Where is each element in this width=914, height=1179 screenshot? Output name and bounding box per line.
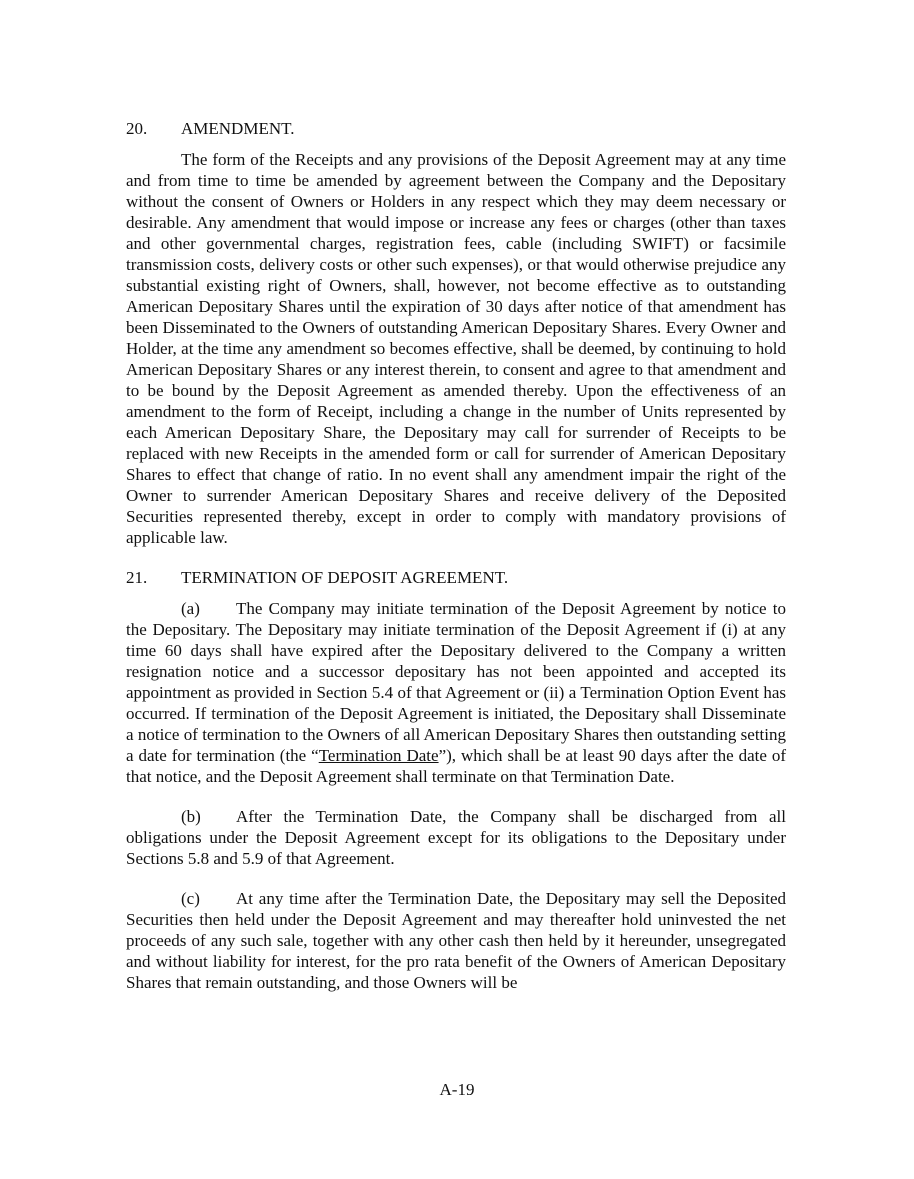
subparagraph-a-text-after: ”), which shall be at least 90 days after the date of that notice, and the Deposit Agreement shall terminate on that Termination Date. [126,746,786,786]
subparagraph-a-text-before: The Company may initiate termination of the Deposit Agreement by notice to the Depositary. The Depositary may initiate termination of the Deposit Agreement if (i) at any time 60 days shall have expired after the Depositary delivered to the Company a written resignation notice and a successor depositary has not been appointed and accepted its appointment as provided in Section 5.4 of that Agreement or (ii) a Termination Option Event has occurred. If termination of the Deposit Agreement is initiated, the Depositary shall Disseminate a notice of termination to the Owners of all American Depositary Shares then outstanding setting a date for termination (the “ [126,599,786,765]
amendment-paragraph: The form of the Receipts and any provisions of the Deposit Agreement may at any time and from time to time be amended by agreement between the Company and the Depositary without the consent of Owners or Holders in any respect which they may deem necessary or desirable. Any amendment that would impose or increase any fees or charges (other than taxes and other governmental charges, registration fees, cable (including SWIFT) or facsimile transmission costs, delivery costs or other such expenses), or that would otherwise prejudice any substantial existing right of Owners, shall, however, not become effective as to outstanding American Depositary Shares until the expiration of 30 days after notice of that amendment has been Disseminated to the Owners of outstanding American Depositary Shares. Every Owner and Holder, at the time any amendment so becomes effective, shall be deemed, by continuing to hold American Depositary Shares or any interest therein, to consent and agree to that amendment and to be bound by the Deposit Agreement as amended thereby. Upon the effectiveness of an amendment to the form of Receipt, including a change in the number of Units represented by each American Depositary Share, the Depositary may call for surrender of Receipts to be replaced with new Receipts in the amended form or call for surrender of American Depositary Shares to effect that change of ratio. In no event shall any amendment impair the right of the Owner to surrender American Depositary Shares and receive delivery of the Deposited Securities represented thereby, except in order to comply with mandatory provisions of applicable law. [126,150,786,547]
subparagraph-label: (c) [181,889,200,908]
section-21-heading [126,567,786,588]
section-number: 20. [126,119,148,138]
defined-term-termination-date: Termination Date [318,746,439,765]
subparagraph-b [126,806,786,869]
section-title: TERMINATION OF DEPOSIT AGREEMENT. [181,568,509,587]
section-number: 21. [126,568,148,587]
subparagraph-b-text: After the Termination Date, the Company shall be discharged from all obligations under the Deposit Agreement except for its obligations to the Depositary under Sections 5.8 and 5.9 of that Agreement. [126,807,786,868]
subparagraph-label: (b) [181,807,201,826]
subparagraph-c-text: At any time after the Termination Date, the Depositary may sell the Deposited Securities then held under the Deposit Agreement and may thereafter hold uninvested the net proceeds of any such sale, together with any other cash then held by it hereunder, unsegregated and without liability for interest, for the pro rata benefit of the Owners of American Depositary Shares that remain outstanding, and those Owners will be [126,889,786,992]
subparagraph-label: (a) [181,599,200,618]
section-20-heading [126,118,786,139]
page-number: A-19 [439,1080,475,1099]
subparagraph-a [126,598,786,787]
subparagraph-c [126,888,786,993]
document-page [126,118,786,1010]
section-title: AMENDMENT. [181,119,295,138]
